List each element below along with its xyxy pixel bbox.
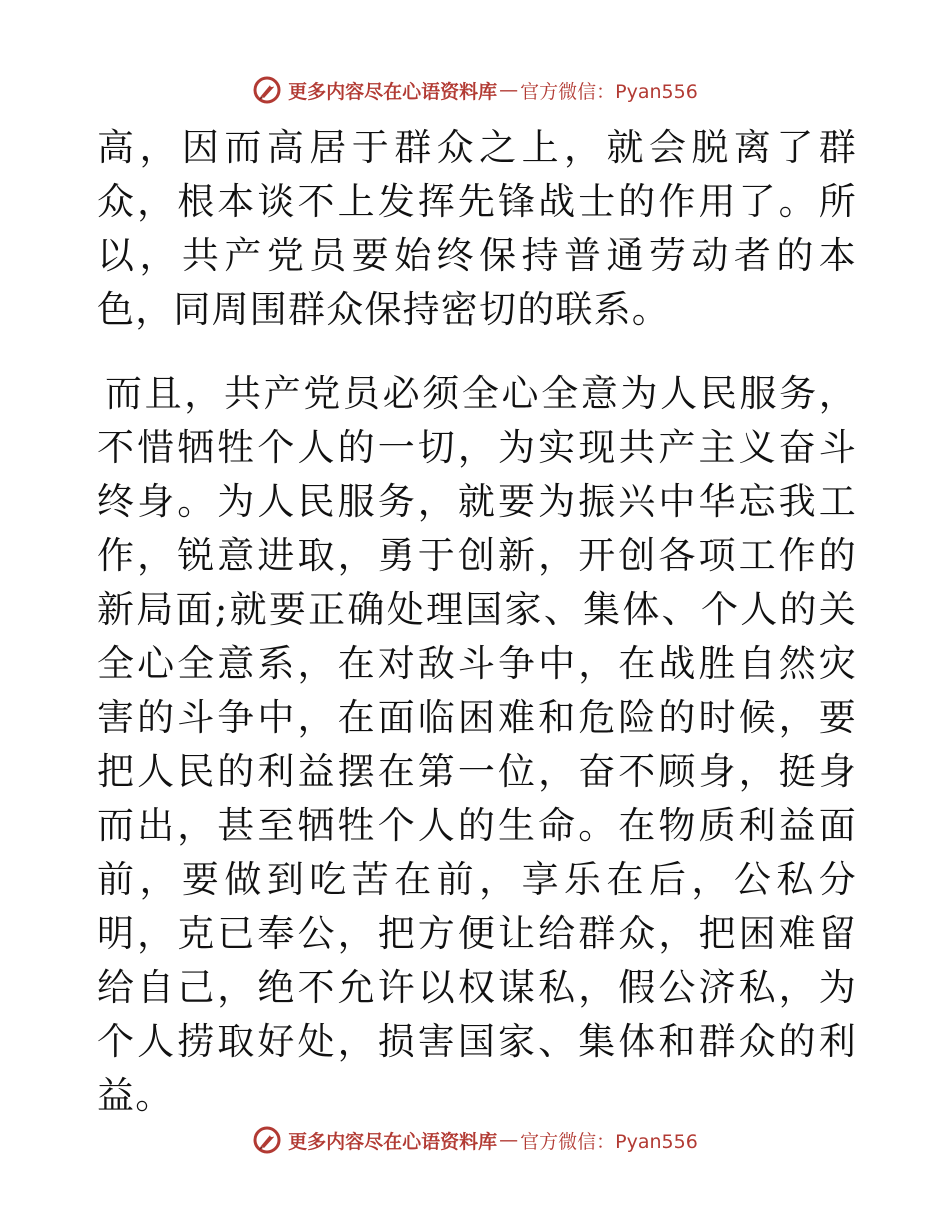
footer-promo-text: 更多内容尽在心语资料库	[288, 1130, 498, 1153]
paragraph-2: 而且，共产党员必须全心全意为人民服务，不惜牺牲个人的一切，为实现共产主义奋斗终身。为人民服务，就要为振兴中华忘我工作，锐意进取，勇于创新，开创各项工作的新局面;就要正确处理国家、集体、个人的关全心全意系，在对敌斗争中，在战胜自然灾害的斗争中，在面临困难和危险的时候，要把人民的利益摆在第一位，奋不顾身，挺身而出，甚至牺牲个人的生命。在物质利益面前，要做到吃苦在前，享乐在后，公私分明，克已奉公，把方便让给群众，把困难留给自己，绝不允许以权谋私，假公济私，为个人捞取好处，损害国家、集体和群众的利益。	[97, 372, 857, 1117]
footer-wechat-text: 官方微信：Pyan556	[520, 1130, 698, 1153]
pen-nib-logo-icon	[252, 1125, 282, 1155]
footer-dash: —	[499, 1129, 519, 1151]
header-dash: —	[499, 79, 519, 101]
paragraph-1: 高，因而高居于群众之上，就会脱离了群众，根本谈不上发挥先锋战士的作用了。所以，共产党员要始终保持普通劳动者的本色，同周围群众保持密切的联系。	[97, 126, 857, 331]
header-promo-text: 更多内容尽在心语资料库	[288, 80, 498, 103]
pen-nib-logo-icon	[252, 75, 282, 105]
footer-banner	[0, 1122, 950, 1158]
document-body	[97, 121, 857, 1123]
header-wechat-text: 官方微信：Pyan556	[520, 80, 698, 103]
header-banner	[0, 72, 950, 108]
